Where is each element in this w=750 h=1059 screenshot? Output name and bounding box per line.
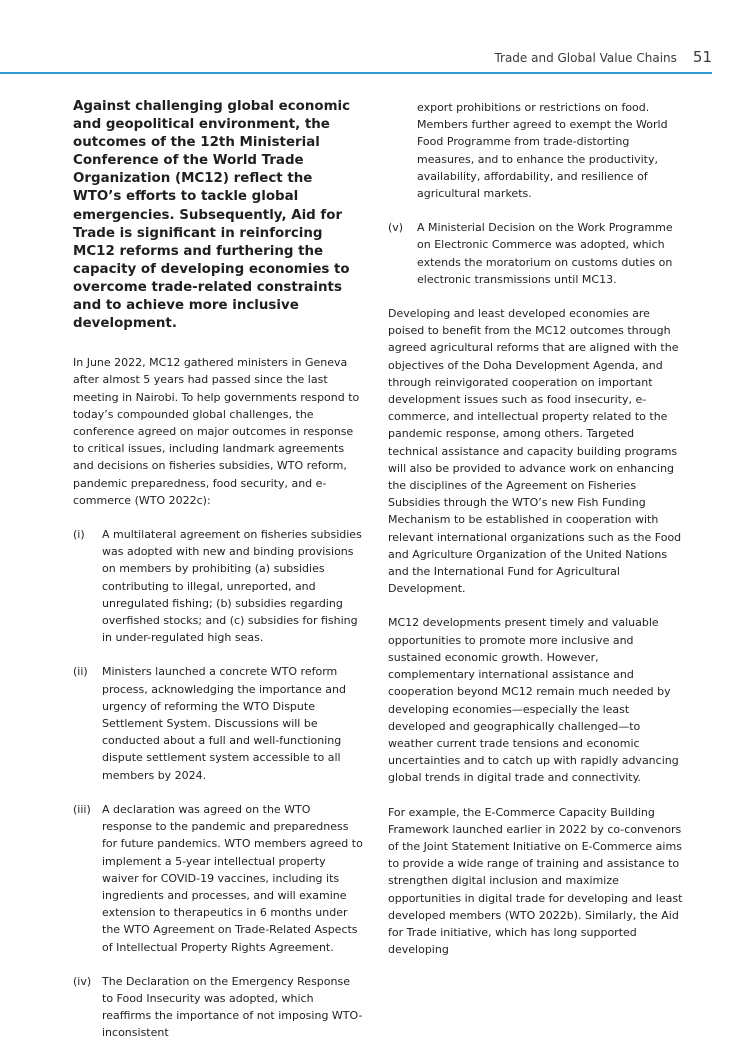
list-item-number: (iii) (73, 802, 91, 816)
list-item (73, 973, 363, 1042)
list-item-number: (i) (73, 528, 85, 542)
running-header (494, 48, 712, 66)
list-item-number: (ii) (73, 665, 88, 679)
list-item (73, 801, 363, 956)
page-number: 51 (692, 48, 712, 66)
list-item (388, 219, 684, 288)
list-item-text: A declaration was agreed on the WTO response to the pandemic and preparedness for future pandemics. WTO members agreed to implement a 5-year intellectual property waiver for COVID-19 vaccines, including its ingredients and processes, and will examine extension to therapeutics in 6 months under the WTO Agreement on Trade-Related Aspects of Intellectual Property Rights Agreement. (102, 802, 363, 954)
section-title: Trade and Global Value Chains (494, 51, 677, 65)
list-item-continuation: export prohibitions or restrictions on food. Members further agreed to exempt the World Food Programme from trade-distorting measures, and to enhance the productivity, availability, affordability, and resilience of agricultural markets. (417, 101, 668, 201)
list-item-number: (v) (388, 221, 404, 235)
body-paragraph: Developing and least developed economies are poised to benefit from the MC12 outcomes through agreed agricultural reforms that are aligned with the objectives of the Doha Development Agenda, and through reinvigorated cooperation on important development issues such as food insecurity, e-commerce, and intellectual property related to the pandemic response, among others. Targeted technical assistance and capacity building programs will also be provided to advance work on enhancing the disciplines of the Agreement on Fisheries Subsidies through the WTO’s new Fish Funding Mechanism to be established in cooperation with relevant international organizations such as the Food and Agriculture Organization of the United Nations and the International Fund for Agricultural Development. (388, 307, 682, 596)
header-rule (0, 72, 712, 74)
list-item (73, 663, 363, 783)
list-item-text: A multilateral agreement on fisheries subsidies was adopted with new and binding provisions on members by prohibiting (a) subsidies contributing to illegal, unreported, and unregulated fishing; (b) subsidies regarding overfished stocks; and (c) subsidies for fishing in under-regulated high seas. (102, 528, 362, 645)
body-paragraph: For example, the E-Commerce Capacity Building Framework launched earlier in 2022 by co-convenors of the Joint Statement Initiative on E-Commerce aims to provide a wide range of training and assistance to strengthen digital inclusion and maximize opportunities in digital trade for developing and least developed members (WTO 2022b). Similarly, the Aid for Trade initiative, which has long supported developing (388, 805, 683, 957)
list-item-text: The Declaration on the Emergency Response to Food Insecurity was adopted, which reaffirms the importance of not imposing WTO-inconsistent (102, 974, 363, 1040)
body-paragraph: MC12 developments present timely and valuable opportunities to promote more inclusive and sustained economic growth. However, complementary international assistance and cooperation beyond MC12 remain much needed by developing economies—especially the least developed and geographically challenged—to weather current trade tensions and economic uncertainties and to catch up with rapidly advancing global trends in digital trade and connectivity. (388, 616, 679, 785)
list-item-text: A Ministerial Decision on the Work Programme on Electronic Commerce was adopted, which extends the moratorium on customs duties on electronic transmissions until MC13. (417, 221, 673, 286)
list-item-number: (iv) (73, 974, 92, 988)
list-item-text: Ministers launched a concrete WTO reform process, acknowledging the importance and urgency of reforming the WTO Dispute Settlement System. Discussions will be conducted about a full and well-functioning dispute settlement system accessible to all members by 2024. (102, 665, 347, 782)
intro-paragraph: In June 2022, MC12 gathered ministers in Geneva after almost 5 years had passed since the last meeting in Nairobi. To help governments respond to today’s compounded global challenges, the conference agreed on major outcomes in response to critical issues, including landmark agreements and decisions on fisheries subsidies, WTO reform, pandemic preparedness, food security, and e-commerce (WTO 2022c): (73, 356, 360, 507)
right-column (388, 98, 684, 975)
list-item (73, 526, 363, 646)
lead-paragraph: Against challenging global economic and geopolitical environment, the outcomes of the 12th Ministerial Conference of the World Trade Organization (MC12) reflect the WTO’s efforts to tackle global emergencies. Subsequently, Aid for Trade is significant in reinforcing MC12 reforms and furthering the capacity of developing economies to overcome trade-related constraints and to achieve more inclusive development. (73, 99, 351, 332)
left-column (73, 98, 363, 1059)
